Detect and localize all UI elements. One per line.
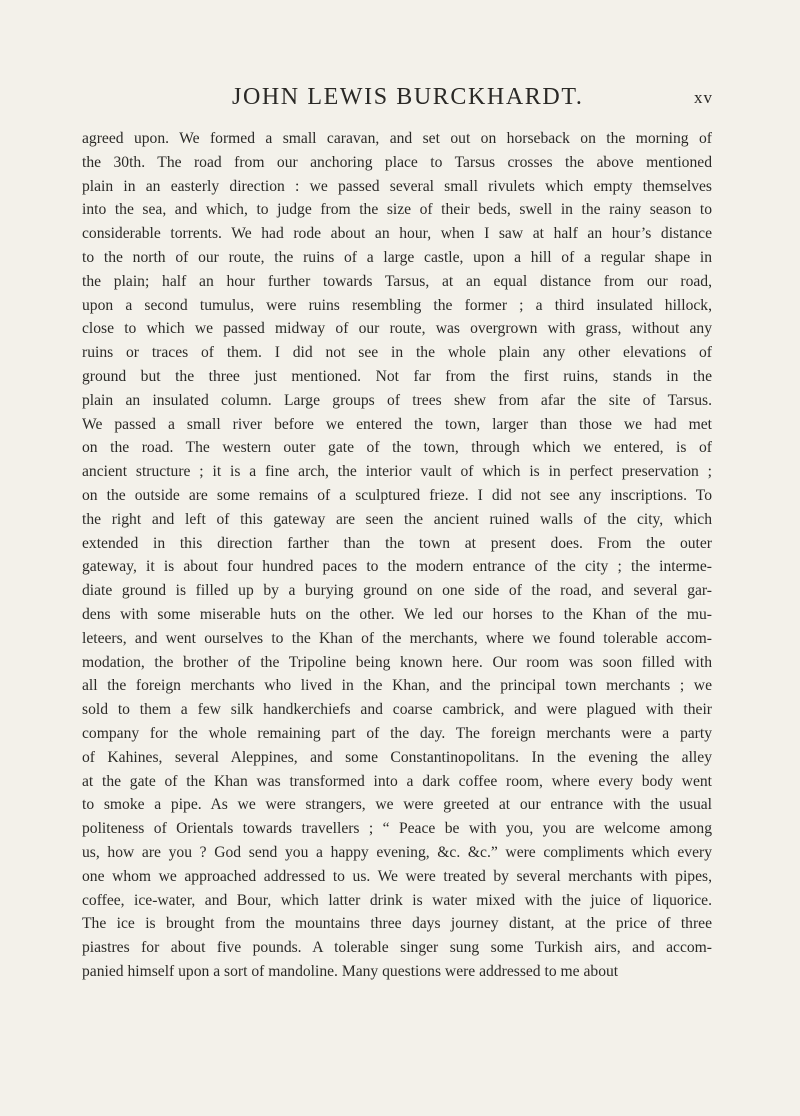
- text-line: gateway, it is about four hundred paces to the modern entrance of the city ; the interme-: [82, 558, 712, 576]
- text-line: plain in an easterly direction : we passed several small rivulets which empty themselves: [82, 177, 712, 195]
- text-line: us, how are you ? God send you a happy evening, &c. &c.” were compliments which every: [82, 843, 712, 861]
- text-line: of Kahines, several Aleppines, and some Constantinopolitans. In the evening the alley: [82, 748, 712, 766]
- text-line: at the gate of the Khan was transformed into a dark coffee room, where every body went: [82, 772, 712, 790]
- text-line: plain an insulated column. Large groups of trees shew from afar the site of Tarsus.: [82, 391, 712, 409]
- text-line: on the outside are some remains of a sculptured frieze. I did not see any inscriptions. To: [82, 486, 712, 504]
- text-line: diate ground is filled up by a burying ground on one side of the road, and several gar-: [82, 582, 712, 600]
- text-line: on the road. The western outer gate of the town, through which we entered, is of: [82, 439, 712, 457]
- text-line: the right and left of this gateway are seen the ancient ruined walls of the city, which: [82, 510, 712, 528]
- text-line: ruins or traces of them. I did not see in the whole plain any other elevations of: [82, 344, 712, 362]
- text-line: to smoke a pipe. As we were strangers, we were greeted at our entrance with the usual: [82, 796, 712, 814]
- text-line: close to which we passed midway of our route, was overgrown with grass, without any: [82, 320, 712, 338]
- text-line: agreed upon. We formed a small caravan, and set out on horseback on the morning of: [82, 130, 712, 147]
- text-line: ancient structure ; it is a fine arch, the interior vault of which is in perfect preservation ;: [82, 463, 712, 481]
- text-line: the 30th. The road from our anchoring place to Tarsus crosses the above mentioned: [82, 153, 712, 171]
- text-line: dens with some miserable huts on the other. We led our horses to the Khan of the mu-: [82, 605, 712, 623]
- running-head: [0, 84, 800, 114]
- text-line: modation, the brother of the Tripoline being known here. Our room was soon filled with: [82, 653, 712, 671]
- text-line: politeness of Orientals towards travellers ; “ Peace be with you, you are welcome among: [82, 820, 712, 838]
- running-title: JOHN LEWIS BURCKHARDT.: [232, 84, 584, 110]
- text-line: one whom we approached addressed to us. We were treated by several merchants with pipes,: [82, 867, 712, 885]
- text-line: upon a second tumulus, were ruins resembling the former ; a third insulated hillock,: [82, 296, 712, 314]
- text-line: piastres for about five pounds. A tolerable singer sung some Turkish airs, and accom-: [82, 939, 712, 957]
- body-text: [82, 127, 712, 984]
- text-line: sold to them a few silk handkerchiefs and coarse cambrick, and were plagued with their: [82, 701, 712, 719]
- text-line: considerable torrents. We had rode about an hour, when I saw at half an hour’s distance: [82, 225, 712, 243]
- text-line: to the north of our route, the ruins of a large castle, upon a hill of a regular shape in: [82, 248, 712, 266]
- text-line: all the foreign merchants who lived in the Khan, and the principal town merchants ; we: [82, 677, 712, 695]
- page-number: xv: [694, 88, 713, 107]
- text-line: ground but the three just mentioned. Not far from the first ruins, stands in the: [82, 367, 712, 385]
- text-line: panied himself upon a sort of mandoline. Many questions were addressed to me about: [82, 962, 619, 980]
- text-line: coffee, ice-water, and Bour, which latter drink is water mixed with the juice of liquorice.: [82, 891, 712, 909]
- text-line: extended in this direction farther than the town at present does. From the outer: [82, 534, 712, 552]
- text-line: leteers, and went ourselves to the Khan of the merchants, where we found tolerable accom-: [82, 629, 712, 647]
- text-line: into the sea, and which, to judge from the size of their beds, swell in the rainy season to: [82, 201, 712, 219]
- text-line: The ice is brought from the mountains three days journey distant, at the price of three: [82, 915, 712, 933]
- text-line: the plain; half an hour further towards Tarsus, at an equal distance from our road,: [82, 272, 712, 290]
- text-line: We passed a small river before we entered the town, larger than those we had met: [82, 415, 712, 433]
- text-line: company for the whole remaining part of the day. The foreign merchants were a party: [82, 724, 712, 742]
